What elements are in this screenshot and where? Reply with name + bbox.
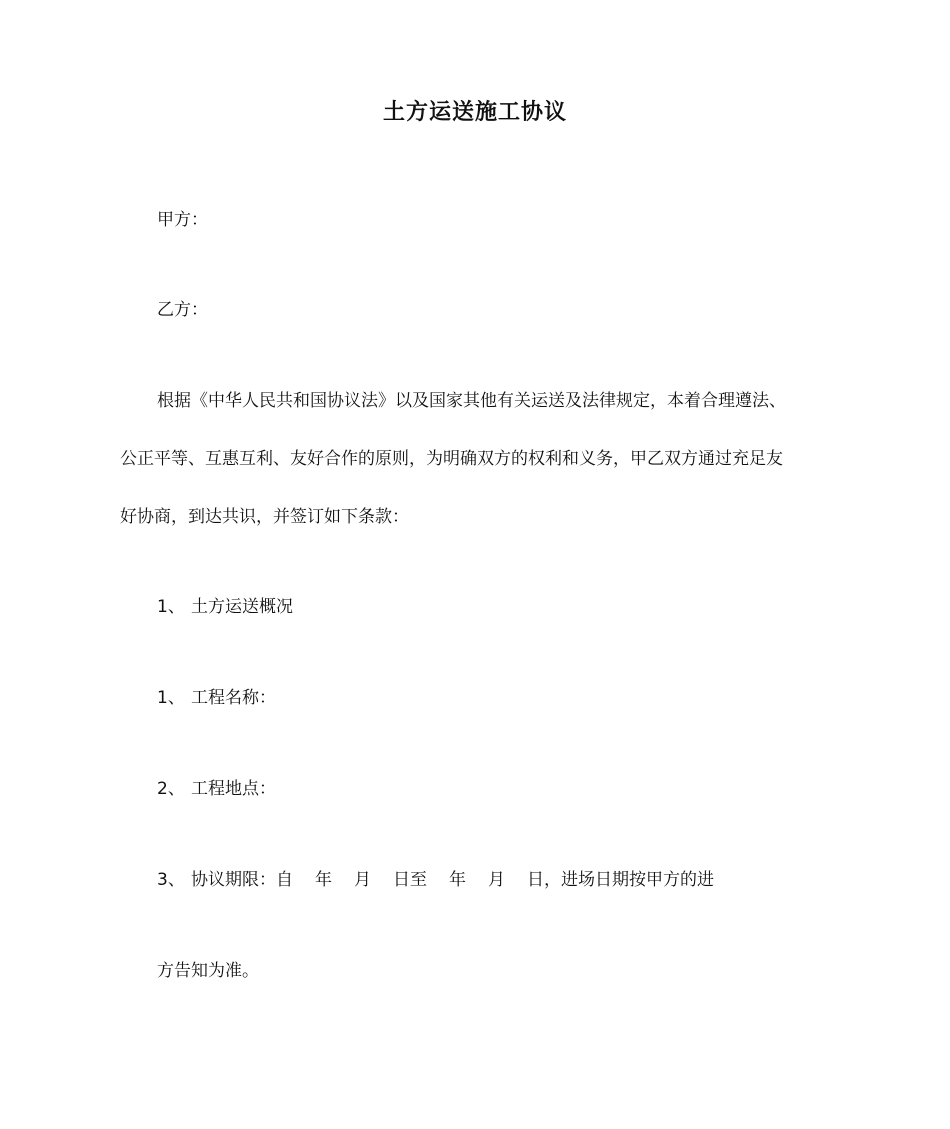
intro-paragraph-line-1: 根据《中华人民共和国协议法》以及国家其他有关运送及法律规定，本着合理遵法、 xyxy=(157,391,786,411)
term-month-end: 月 xyxy=(488,870,505,890)
intro-paragraph-line-2: 公正平等、互惠互利、友好合作的原则，为明确双方的权利和义务，甲乙双方通过充足友 xyxy=(120,449,783,469)
section-project-name xyxy=(157,686,276,710)
intro-paragraph-line-3: 好协商，到达共识，并签订如下条款： xyxy=(120,507,409,527)
party-b-label: 乙方： xyxy=(157,300,208,320)
term-continuation: 方告知为准。 xyxy=(157,961,259,981)
term-day-end: 日，进场日期按甲方的进 xyxy=(527,870,714,890)
section-number: 3、 xyxy=(157,870,185,890)
term-year-end: 年 xyxy=(449,870,466,890)
party-a-label: 甲方： xyxy=(157,210,208,230)
section-overview xyxy=(157,595,293,619)
term-label: 协议期限：自 xyxy=(191,870,293,890)
section-heading: 土方运送概况 xyxy=(191,597,293,617)
section-number: 1、 xyxy=(157,688,185,708)
section-project-location xyxy=(157,777,276,801)
section-number: 1、 xyxy=(157,597,185,617)
section-term xyxy=(157,868,714,892)
term-month-start: 月 xyxy=(354,870,371,890)
section-label: 工程名称： xyxy=(191,688,276,708)
document-title: 土方运送施工协议 xyxy=(382,100,567,125)
term-year-start: 年 xyxy=(315,870,332,890)
section-label: 工程地点： xyxy=(191,779,276,799)
term-day-start: 日至 xyxy=(393,870,427,890)
section-number: 2、 xyxy=(157,779,185,799)
